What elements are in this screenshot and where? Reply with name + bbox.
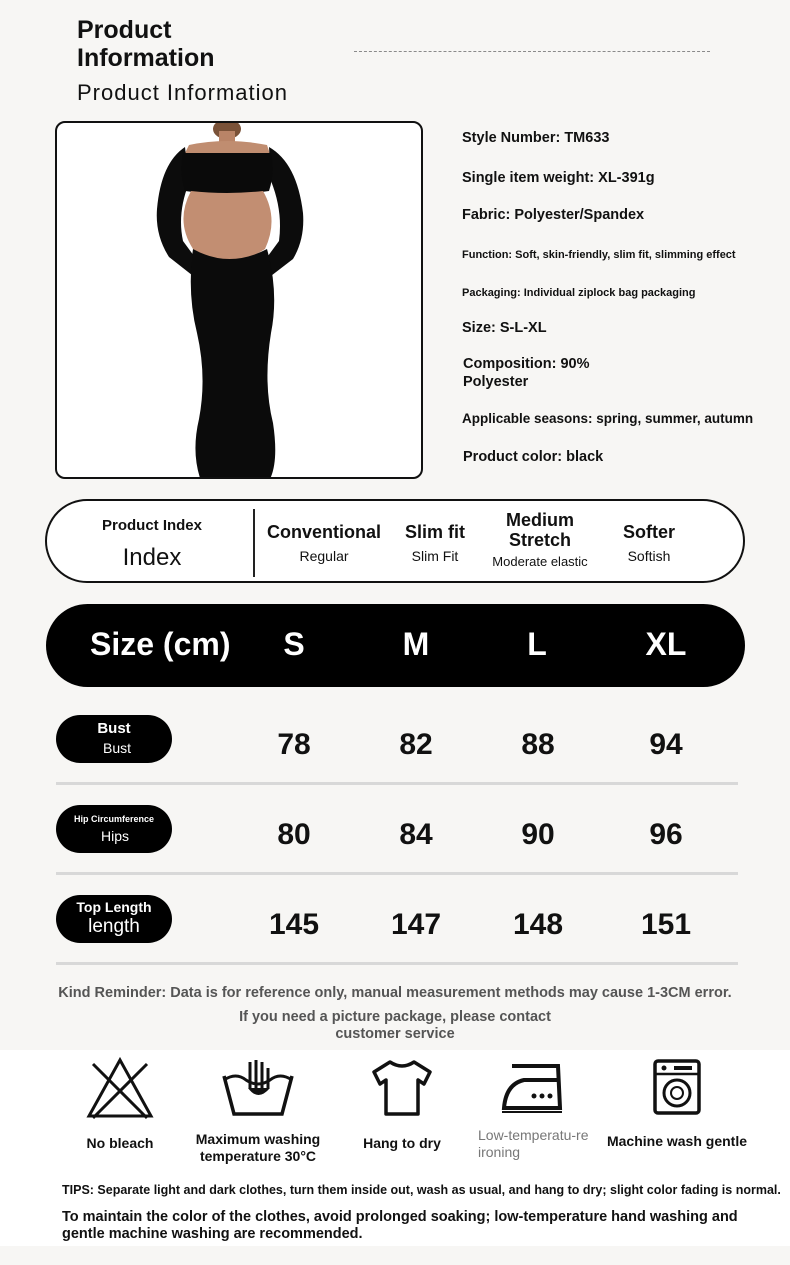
size-col-l: L [527,626,547,662]
row-divider [56,782,738,785]
index-label: Product Index [101,517,202,534]
table-cell: 84 [399,818,433,851]
index-item-sub: Regular [299,548,349,564]
reminder-line-2: If you need a picture package, please contact [239,1009,551,1025]
index-sublabel: Index [122,544,182,571]
no-bleach-icon [85,1056,155,1122]
spec-weight: Single item weight: XL-391g [462,170,655,186]
care-label: Machine wash gentle [606,1133,748,1149]
row-divider [56,962,738,965]
size-table-header [46,604,745,687]
product-index-box [45,499,745,583]
index-item-title: Softer [622,522,675,542]
care-item-no-bleach [70,1056,170,1152]
size-col-s: S [283,626,305,662]
spec-composition: Composition: 90% Polyester [463,356,590,390]
care-label: No bleach [86,1135,154,1151]
index-divider [253,509,255,577]
wash-30-icon [218,1058,298,1120]
size-col-m: M [402,626,430,662]
table-cell: 151 [640,908,692,941]
size-header-label: Size (cm) [90,626,231,662]
table-cell: 96 [649,818,683,851]
header-divider [354,51,710,52]
table-cell: 147 [390,908,442,941]
spec-packaging: Packaging: Individual ziplock bag packaging [462,287,696,299]
row-label-text: Top Length [76,899,152,915]
index-item-sub: Softish [627,548,671,564]
index-item-sub: Moderate elastic [492,554,588,569]
index-item-sub: Slim Fit [411,548,459,564]
spec-style-number: Style Number: TM633 [462,130,610,146]
row-label-bust [56,715,172,763]
hang-dry-icon [370,1058,434,1118]
care-item-wash-30 [190,1058,326,1165]
index-item-medium-stretch [487,510,593,569]
index-item-softer [607,522,691,564]
index-item-title: Medium Stretch [505,510,574,550]
row-label-hips [56,805,172,853]
row-label-sub: length [88,916,140,937]
tips-line-1: TIPS: Separate light and dark clothes, turn them inside out, wash as usual, and hang to dry; slight color fading is normal. [62,1183,781,1197]
index-item-slim-fit [393,522,477,564]
machine-wash-icon [652,1058,702,1116]
reminder-line-3: customer service [335,1026,455,1042]
index-item-title: Slim fit [404,522,465,542]
table-cell: 88 [521,728,555,761]
row-label-length [56,895,172,943]
row-label-text: Bust [97,720,131,737]
page-title: Product Information [77,16,215,72]
row-divider [56,872,738,875]
product-photo [55,121,423,479]
spec-seasons: Applicable seasons: spring, summer, autumn [462,411,754,426]
row-label-sub: Bust [102,740,131,756]
index-item-conventional [265,522,383,564]
care-item-hang-dry [352,1058,452,1152]
page-subtitle: Product Information [77,80,288,105]
table-cell: 78 [277,728,311,761]
size-col-xl: XL [645,626,687,662]
table-cell: 145 [268,908,320,941]
row-label-text: Hip Circumference [73,814,155,824]
spec-function: Function: Soft, skin-friendly, slim fit, slimming effect [462,249,736,261]
care-item-machine-wash [604,1058,750,1150]
table-cell: 82 [399,728,433,761]
reminder-line-1: Kind Reminder: Data is for reference only, manual measurement methods may cause 1-3CM error. [58,985,732,1001]
care-label: Hang to dry [363,1135,441,1151]
row-label-sub: Hips [100,828,129,844]
care-item-low-temp-iron [474,1058,592,1161]
spec-size: Size: S-L-XL [462,320,547,336]
care-label: Low-temperatu-re ironing [478,1127,589,1160]
index-item-title: Conventional [266,522,381,542]
table-cell: 148 [512,908,564,941]
table-cell: 94 [649,728,683,761]
table-cell: 90 [521,818,555,851]
tips-line-2: To maintain the color of the clothes, avoid prolonged soaking; low-temperature hand washing and gentle machine washing are recommended. [62,1209,738,1242]
care-label: Maximum washing temperature 30°C [195,1131,321,1164]
spec-fabric: Fabric: Polyester/Spandex [462,207,645,223]
table-cell: 80 [277,818,311,851]
low-temp-iron-icon [500,1058,566,1114]
model-silhouette [57,123,423,479]
spec-color: Product color: black [463,449,604,465]
